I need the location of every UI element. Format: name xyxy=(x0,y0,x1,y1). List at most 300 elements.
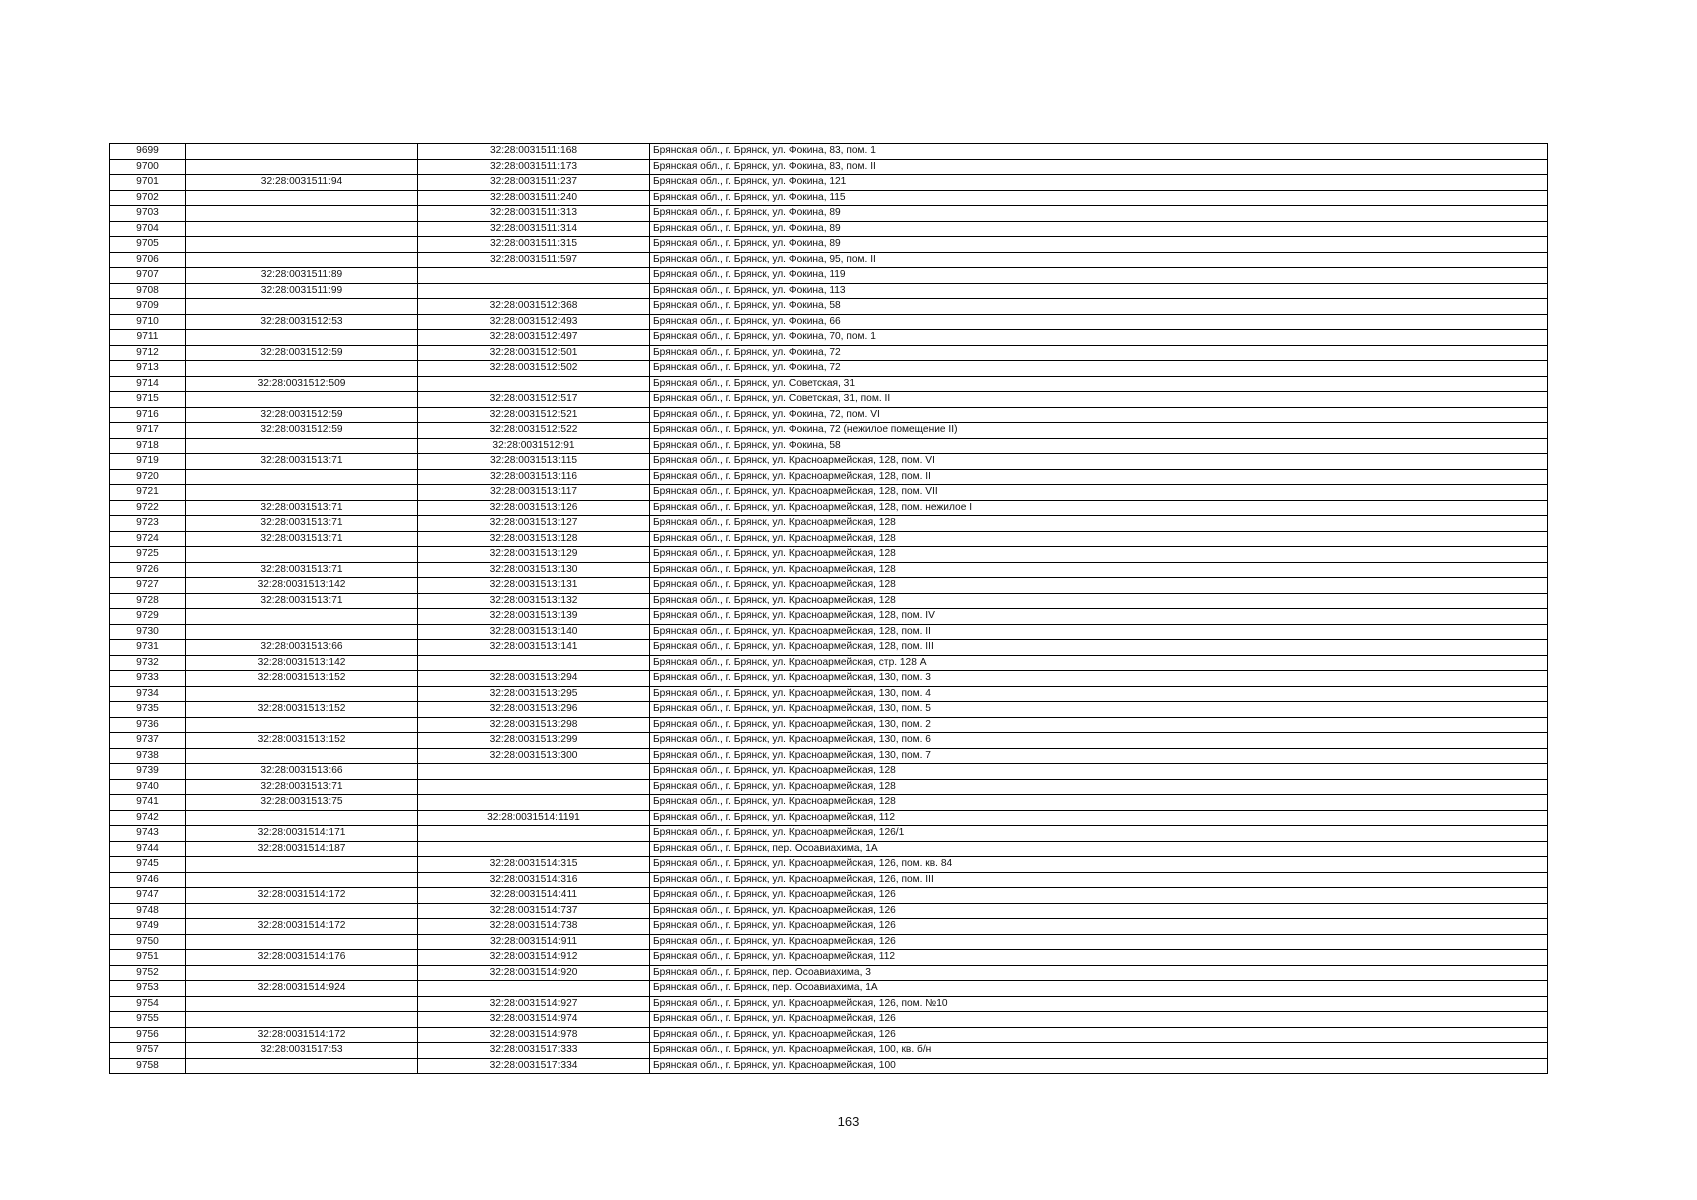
object-cadastral-number-cell xyxy=(418,655,650,671)
object-cadastral-number-cell xyxy=(418,841,650,857)
row-number-cell: 9742 xyxy=(110,810,186,826)
row-number-cell: 9725 xyxy=(110,547,186,563)
object-cadastral-number-cell: 32:28:0031513:132 xyxy=(418,593,650,609)
object-cadastral-number-cell: 32:28:0031513:117 xyxy=(418,485,650,501)
table-row xyxy=(110,826,1548,842)
row-number-cell: 9716 xyxy=(110,407,186,423)
table-row xyxy=(110,237,1548,253)
address-cell: Брянская обл., г. Брянск, ул. Фокина, 119 xyxy=(650,268,1548,284)
row-number-cell: 9741 xyxy=(110,795,186,811)
land-cadastral-number-cell: 32:28:0031513:71 xyxy=(186,562,418,578)
address-cell: Брянская обл., г. Брянск, ул. Красноармейская, 128 xyxy=(650,779,1548,795)
address-cell: Брянская обл., г. Брянск, ул. Красноармейская, 130, пом. 2 xyxy=(650,717,1548,733)
row-number-cell: 9739 xyxy=(110,764,186,780)
row-number-cell: 9750 xyxy=(110,934,186,950)
table-row xyxy=(110,314,1548,330)
table-row xyxy=(110,609,1548,625)
row-number-cell: 9732 xyxy=(110,655,186,671)
object-cadastral-number-cell: 32:28:0031514:737 xyxy=(418,903,650,919)
land-cadastral-number-cell xyxy=(186,857,418,873)
table-row xyxy=(110,423,1548,439)
row-number-cell: 9744 xyxy=(110,841,186,857)
land-cadastral-number-cell xyxy=(186,392,418,408)
address-cell: Брянская обл., г. Брянск, ул. Красноармейская, 130, пом. 5 xyxy=(650,702,1548,718)
land-cadastral-number-cell xyxy=(186,485,418,501)
table-row xyxy=(110,1027,1548,1043)
land-cadastral-number-cell xyxy=(186,144,418,160)
land-cadastral-number-cell xyxy=(186,190,418,206)
address-cell: Брянская обл., г. Брянск, ул. Фокина, 83, пом. II xyxy=(650,159,1548,175)
object-cadastral-number-cell: 32:28:0031513:140 xyxy=(418,624,650,640)
table-row xyxy=(110,206,1548,222)
row-number-cell: 9727 xyxy=(110,578,186,594)
table-row xyxy=(110,841,1548,857)
address-cell: Брянская обл., г. Брянск, ул. Красноармейская, 128 xyxy=(650,516,1548,532)
land-cadastral-number-cell: 32:28:0031512:59 xyxy=(186,423,418,439)
table-row xyxy=(110,438,1548,454)
land-cadastral-number-cell: 32:28:0031513:142 xyxy=(186,578,418,594)
table-row xyxy=(110,175,1548,191)
land-cadastral-number-cell: 32:28:0031513:152 xyxy=(186,733,418,749)
address-cell: Брянская обл., г. Брянск, ул. Красноармейская, 126, пом. III xyxy=(650,872,1548,888)
row-number-cell: 9719 xyxy=(110,454,186,470)
table-row xyxy=(110,981,1548,997)
object-cadastral-number-cell: 32:28:0031517:334 xyxy=(418,1058,650,1074)
row-number-cell: 9710 xyxy=(110,314,186,330)
address-cell: Брянская обл., г. Брянск, ул. Фокина, 72 xyxy=(650,345,1548,361)
row-number-cell: 9722 xyxy=(110,500,186,516)
table-row xyxy=(110,655,1548,671)
land-cadastral-number-cell: 32:28:0031513:152 xyxy=(186,702,418,718)
land-cadastral-number-cell: 32:28:0031517:53 xyxy=(186,1043,418,1059)
land-cadastral-number-cell: 32:28:0031513:71 xyxy=(186,500,418,516)
table-row xyxy=(110,252,1548,268)
object-cadastral-number-cell: 32:28:0031514:974 xyxy=(418,1012,650,1028)
table-row xyxy=(110,562,1548,578)
row-number-cell: 9735 xyxy=(110,702,186,718)
land-cadastral-number-cell xyxy=(186,1012,418,1028)
land-cadastral-number-cell: 32:28:0031513:71 xyxy=(186,516,418,532)
row-number-cell: 9717 xyxy=(110,423,186,439)
land-cadastral-number-cell xyxy=(186,1058,418,1074)
address-cell: Брянская обл., г. Брянск, ул. Красноармейская, 112 xyxy=(650,810,1548,826)
row-number-cell: 9753 xyxy=(110,981,186,997)
row-number-cell: 9747 xyxy=(110,888,186,904)
object-cadastral-number-cell xyxy=(418,795,650,811)
row-number-cell: 9756 xyxy=(110,1027,186,1043)
table-row xyxy=(110,361,1548,377)
object-cadastral-number-cell: 32:28:0031512:91 xyxy=(418,438,650,454)
land-cadastral-number-cell xyxy=(186,221,418,237)
object-cadastral-number-cell: 32:28:0031513:300 xyxy=(418,748,650,764)
land-cadastral-number-cell xyxy=(186,903,418,919)
land-cadastral-number-cell xyxy=(186,547,418,563)
object-cadastral-number-cell: 32:28:0031514:1191 xyxy=(418,810,650,826)
registry-table xyxy=(109,143,1548,1074)
row-number-cell: 9743 xyxy=(110,826,186,842)
address-cell: Брянская обл., г. Брянск, ул. Красноармейская, 130, пом. 7 xyxy=(650,748,1548,764)
address-cell: Брянская обл., г. Брянск, ул. Красноармейская, 128, пом. нежилое I xyxy=(650,500,1548,516)
object-cadastral-number-cell: 32:28:0031514:411 xyxy=(418,888,650,904)
object-cadastral-number-cell: 32:28:0031513:115 xyxy=(418,454,650,470)
table-row xyxy=(110,593,1548,609)
land-cadastral-number-cell xyxy=(186,206,418,222)
land-cadastral-number-cell xyxy=(186,810,418,826)
address-cell: Брянская обл., г. Брянск, ул. Красноармейская, 128 xyxy=(650,547,1548,563)
row-number-cell: 9712 xyxy=(110,345,186,361)
table-row xyxy=(110,795,1548,811)
address-cell: Брянская обл., г. Брянск, ул. Фокина, 70, пом. 1 xyxy=(650,330,1548,346)
land-cadastral-number-cell xyxy=(186,686,418,702)
address-cell: Брянская обл., г. Брянск, пер. Осоавиахима, 3 xyxy=(650,965,1548,981)
object-cadastral-number-cell: 32:28:0031514:978 xyxy=(418,1027,650,1043)
row-number-cell: 9721 xyxy=(110,485,186,501)
table-row xyxy=(110,485,1548,501)
row-number-cell: 9700 xyxy=(110,159,186,175)
object-cadastral-number-cell xyxy=(418,376,650,392)
address-cell: Брянская обл., г. Брянск, ул. Фокина, 83, пом. 1 xyxy=(650,144,1548,160)
object-cadastral-number-cell: 32:28:0031514:316 xyxy=(418,872,650,888)
address-cell: Брянская обл., г. Брянск, ул. Фокина, 72, пом. VI xyxy=(650,407,1548,423)
row-number-cell: 9709 xyxy=(110,299,186,315)
address-cell: Брянская обл., г. Брянск, ул. Красноармейская, 100 xyxy=(650,1058,1548,1074)
address-cell: Брянская обл., г. Брянск, ул. Красноармейская, 126, пом. кв. 84 xyxy=(650,857,1548,873)
table-row xyxy=(110,190,1548,206)
row-number-cell: 9729 xyxy=(110,609,186,625)
address-cell: Брянская обл., г. Брянск, ул. Красноармейская, 128 xyxy=(650,764,1548,780)
row-number-cell: 9745 xyxy=(110,857,186,873)
row-number-cell: 9755 xyxy=(110,1012,186,1028)
table-row xyxy=(110,516,1548,532)
table-row xyxy=(110,996,1548,1012)
object-cadastral-number-cell: 32:28:0031511:240 xyxy=(418,190,650,206)
row-number-cell: 9708 xyxy=(110,283,186,299)
address-cell: Брянская обл., г. Брянск, ул. Красноармейская, 128 xyxy=(650,593,1548,609)
object-cadastral-number-cell: 32:28:0031514:315 xyxy=(418,857,650,873)
row-number-cell: 9737 xyxy=(110,733,186,749)
object-cadastral-number-cell: 32:28:0031513:141 xyxy=(418,640,650,656)
address-cell: Брянская обл., г. Брянск, ул. Фокина, 89 xyxy=(650,206,1548,222)
land-cadastral-number-cell xyxy=(186,717,418,733)
address-cell: Брянская обл., г. Брянск, ул. Красноармейская, 126 xyxy=(650,903,1548,919)
land-cadastral-number-cell: 32:28:0031513:75 xyxy=(186,795,418,811)
row-number-cell: 9749 xyxy=(110,919,186,935)
land-cadastral-number-cell: 32:28:0031512:59 xyxy=(186,407,418,423)
table-row xyxy=(110,299,1548,315)
address-cell: Брянская обл., г. Брянск, пер. Осоавиахима, 1А xyxy=(650,841,1548,857)
table-row xyxy=(110,159,1548,175)
land-cadastral-number-cell: 32:28:0031512:53 xyxy=(186,314,418,330)
object-cadastral-number-cell xyxy=(418,779,650,795)
row-number-cell: 9733 xyxy=(110,671,186,687)
table-row xyxy=(110,748,1548,764)
address-cell: Брянская обл., г. Брянск, ул. Красноармейская, 126 xyxy=(650,888,1548,904)
land-cadastral-number-cell: 32:28:0031513:142 xyxy=(186,655,418,671)
address-cell: Брянская обл., г. Брянск, ул. Красноармейская, 126, пом. №10 xyxy=(650,996,1548,1012)
row-number-cell: 9704 xyxy=(110,221,186,237)
row-number-cell: 9752 xyxy=(110,965,186,981)
object-cadastral-number-cell: 32:28:0031513:139 xyxy=(418,609,650,625)
address-cell: Брянская обл., г. Брянск, ул. Красноармейская, 128, пом. VI xyxy=(650,454,1548,470)
object-cadastral-number-cell: 32:28:0031512:368 xyxy=(418,299,650,315)
object-cadastral-number-cell: 32:28:0031513:131 xyxy=(418,578,650,594)
object-cadastral-number-cell xyxy=(418,981,650,997)
table-row xyxy=(110,454,1548,470)
table-row xyxy=(110,500,1548,516)
object-cadastral-number-cell: 32:28:0031513:130 xyxy=(418,562,650,578)
address-cell: Брянская обл., г. Брянск, ул. Красноармейская, 100, кв. б/н xyxy=(650,1043,1548,1059)
row-number-cell: 9703 xyxy=(110,206,186,222)
address-cell: Брянская обл., г. Брянск, ул. Красноармейская, 112 xyxy=(650,950,1548,966)
row-number-cell: 9746 xyxy=(110,872,186,888)
row-number-cell: 9702 xyxy=(110,190,186,206)
table-row xyxy=(110,1058,1548,1074)
table-row xyxy=(110,392,1548,408)
address-cell: Брянская обл., г. Брянск, ул. Фокина, 113 xyxy=(650,283,1548,299)
address-cell: Брянская обл., г. Брянск, ул. Фокина, 121 xyxy=(650,175,1548,191)
object-cadastral-number-cell: 32:28:0031512:497 xyxy=(418,330,650,346)
land-cadastral-number-cell xyxy=(186,252,418,268)
table-row xyxy=(110,671,1548,687)
table-row xyxy=(110,640,1548,656)
address-cell: Брянская обл., г. Брянск, ул. Красноармейская, 126 xyxy=(650,934,1548,950)
object-cadastral-number-cell: 32:28:0031511:315 xyxy=(418,237,650,253)
land-cadastral-number-cell: 32:28:0031511:99 xyxy=(186,283,418,299)
table-row xyxy=(110,717,1548,733)
address-cell: Брянская обл., г. Брянск, ул. Советская, 31 xyxy=(650,376,1548,392)
table-row xyxy=(110,764,1548,780)
table-row xyxy=(110,888,1548,904)
land-cadastral-number-cell: 32:28:0031513:66 xyxy=(186,640,418,656)
row-number-cell: 9730 xyxy=(110,624,186,640)
land-cadastral-number-cell: 32:28:0031511:89 xyxy=(186,268,418,284)
table-row xyxy=(110,624,1548,640)
object-cadastral-number-cell: 32:28:0031511:173 xyxy=(418,159,650,175)
address-cell: Брянская обл., г. Брянск, ул. Фокина, 72 xyxy=(650,361,1548,377)
address-cell: Брянская обл., г. Брянск, ул. Фокина, 89 xyxy=(650,221,1548,237)
object-cadastral-number-cell: 32:28:0031511:314 xyxy=(418,221,650,237)
row-number-cell: 9705 xyxy=(110,237,186,253)
object-cadastral-number-cell: 32:28:0031512:521 xyxy=(418,407,650,423)
land-cadastral-number-cell: 32:28:0031514:924 xyxy=(186,981,418,997)
land-cadastral-number-cell: 32:28:0031513:66 xyxy=(186,764,418,780)
address-cell: Брянская обл., г. Брянск, ул. Фокина, 72 (нежилое помещение II) xyxy=(650,423,1548,439)
land-cadastral-number-cell xyxy=(186,330,418,346)
land-cadastral-number-cell xyxy=(186,159,418,175)
object-cadastral-number-cell: 32:28:0031513:296 xyxy=(418,702,650,718)
table-row xyxy=(110,283,1548,299)
object-cadastral-number-cell: 32:28:0031514:920 xyxy=(418,965,650,981)
object-cadastral-number-cell: 32:28:0031514:927 xyxy=(418,996,650,1012)
address-cell: Брянская обл., г. Брянск, ул. Фокина, 58 xyxy=(650,299,1548,315)
object-cadastral-number-cell: 32:28:0031513:298 xyxy=(418,717,650,733)
table-row xyxy=(110,965,1548,981)
land-cadastral-number-cell: 32:28:0031513:71 xyxy=(186,593,418,609)
table-row xyxy=(110,469,1548,485)
address-cell: Брянская обл., г. Брянск, ул. Красноармейская, 128, пом. VII xyxy=(650,485,1548,501)
object-cadastral-number-cell: 32:28:0031513:129 xyxy=(418,547,650,563)
object-cadastral-number-cell: 32:28:0031512:493 xyxy=(418,314,650,330)
table-row xyxy=(110,330,1548,346)
object-cadastral-number-cell: 32:28:0031513:295 xyxy=(418,686,650,702)
address-cell: Брянская обл., г. Брянск, ул. Красноармейская, 128 xyxy=(650,531,1548,547)
land-cadastral-number-cell: 32:28:0031513:71 xyxy=(186,779,418,795)
land-cadastral-number-cell xyxy=(186,748,418,764)
object-cadastral-number-cell: 32:28:0031511:168 xyxy=(418,144,650,160)
land-cadastral-number-cell: 32:28:0031514:171 xyxy=(186,826,418,842)
land-cadastral-number-cell: 32:28:0031513:152 xyxy=(186,671,418,687)
object-cadastral-number-cell xyxy=(418,826,650,842)
land-cadastral-number-cell: 32:28:0031514:187 xyxy=(186,841,418,857)
table-row xyxy=(110,144,1548,160)
address-cell: Брянская обл., г. Брянск, ул. Фокина, 66 xyxy=(650,314,1548,330)
land-cadastral-number-cell xyxy=(186,624,418,640)
object-cadastral-number-cell: 32:28:0031512:522 xyxy=(418,423,650,439)
land-cadastral-number-cell: 32:28:0031512:509 xyxy=(186,376,418,392)
land-cadastral-number-cell xyxy=(186,237,418,253)
land-cadastral-number-cell xyxy=(186,872,418,888)
address-cell: Брянская обл., г. Брянск, ул. Красноармейская, 128, пом. II xyxy=(650,469,1548,485)
object-cadastral-number-cell: 32:28:0031513:127 xyxy=(418,516,650,532)
table-row xyxy=(110,810,1548,826)
table-row xyxy=(110,407,1548,423)
row-number-cell: 9720 xyxy=(110,469,186,485)
address-cell: Брянская обл., г. Брянск, ул. Красноармейская, 126 xyxy=(650,919,1548,935)
row-number-cell: 9723 xyxy=(110,516,186,532)
address-cell: Брянская обл., г. Брянск, ул. Красноармейская, 126 xyxy=(650,1012,1548,1028)
table-row xyxy=(110,345,1548,361)
land-cadastral-number-cell: 32:28:0031514:172 xyxy=(186,888,418,904)
land-cadastral-number-cell: 32:28:0031514:172 xyxy=(186,919,418,935)
table-row xyxy=(110,1012,1548,1028)
row-number-cell: 9706 xyxy=(110,252,186,268)
row-number-cell: 9740 xyxy=(110,779,186,795)
table-row xyxy=(110,950,1548,966)
row-number-cell: 9726 xyxy=(110,562,186,578)
table-row xyxy=(110,872,1548,888)
row-number-cell: 9731 xyxy=(110,640,186,656)
row-number-cell: 9715 xyxy=(110,392,186,408)
address-cell: Брянская обл., г. Брянск, ул. Красноармейская, 128, пом. IV xyxy=(650,609,1548,625)
page-number: 163 xyxy=(837,1114,860,1129)
land-cadastral-number-cell: 32:28:0031513:71 xyxy=(186,531,418,547)
row-number-cell: 9738 xyxy=(110,748,186,764)
table-row xyxy=(110,903,1548,919)
address-cell: Брянская обл., г. Брянск, ул. Красноармейская, 130, пом. 6 xyxy=(650,733,1548,749)
row-number-cell: 9714 xyxy=(110,376,186,392)
row-number-cell: 9713 xyxy=(110,361,186,377)
land-cadastral-number-cell xyxy=(186,609,418,625)
address-cell: Брянская обл., г. Брянск, ул. Красноармейская, 128, пом. II xyxy=(650,624,1548,640)
land-cadastral-number-cell xyxy=(186,934,418,950)
land-cadastral-number-cell: 32:28:0031514:172 xyxy=(186,1027,418,1043)
row-number-cell: 9724 xyxy=(110,531,186,547)
address-cell: Брянская обл., г. Брянск, ул. Красноармейская, 128 xyxy=(650,795,1548,811)
row-number-cell: 9707 xyxy=(110,268,186,284)
address-cell: Брянская обл., г. Брянск, ул. Красноармейская, 128 xyxy=(650,562,1548,578)
table-row xyxy=(110,702,1548,718)
land-cadastral-number-cell xyxy=(186,469,418,485)
object-cadastral-number-cell: 32:28:0031513:116 xyxy=(418,469,650,485)
table-row xyxy=(110,547,1548,563)
land-cadastral-number-cell: 32:28:0031513:71 xyxy=(186,454,418,470)
table-row xyxy=(110,857,1548,873)
row-number-cell: 9701 xyxy=(110,175,186,191)
address-cell: Брянская обл., г. Брянск, ул. Советская, 31, пом. II xyxy=(650,392,1548,408)
row-number-cell: 9757 xyxy=(110,1043,186,1059)
row-number-cell: 9748 xyxy=(110,903,186,919)
row-number-cell: 9734 xyxy=(110,686,186,702)
object-cadastral-number-cell xyxy=(418,764,650,780)
address-cell: Брянская обл., г. Брянск, ул. Фокина, 58 xyxy=(650,438,1548,454)
address-cell: Брянская обл., г. Брянск, ул. Красноармейская, 130, пом. 3 xyxy=(650,671,1548,687)
row-number-cell: 9711 xyxy=(110,330,186,346)
row-number-cell: 9754 xyxy=(110,996,186,1012)
table-row xyxy=(110,268,1548,284)
object-cadastral-number-cell: 32:28:0031513:126 xyxy=(418,500,650,516)
row-number-cell: 9758 xyxy=(110,1058,186,1074)
land-cadastral-number-cell xyxy=(186,965,418,981)
land-cadastral-number-cell: 32:28:0031511:94 xyxy=(186,175,418,191)
land-cadastral-number-cell: 32:28:0031514:176 xyxy=(186,950,418,966)
row-number-cell: 9751 xyxy=(110,950,186,966)
address-cell: Брянская обл., г. Брянск, ул. Фокина, 89 xyxy=(650,237,1548,253)
object-cadastral-number-cell: 32:28:0031513:299 xyxy=(418,733,650,749)
object-cadastral-number-cell: 32:28:0031512:502 xyxy=(418,361,650,377)
row-number-cell: 9736 xyxy=(110,717,186,733)
address-cell: Брянская обл., г. Брянск, ул. Красноармейская, стр. 128 А xyxy=(650,655,1548,671)
object-cadastral-number-cell: 32:28:0031513:294 xyxy=(418,671,650,687)
row-number-cell: 9718 xyxy=(110,438,186,454)
registry-sheet xyxy=(109,143,1548,1074)
table-row xyxy=(110,919,1548,935)
land-cadastral-number-cell: 32:28:0031512:59 xyxy=(186,345,418,361)
object-cadastral-number-cell xyxy=(418,268,650,284)
object-cadastral-number-cell: 32:28:0031513:128 xyxy=(418,531,650,547)
table-row xyxy=(110,1043,1548,1059)
object-cadastral-number-cell: 32:28:0031514:738 xyxy=(418,919,650,935)
object-cadastral-number-cell: 32:28:0031511:237 xyxy=(418,175,650,191)
object-cadastral-number-cell: 32:28:0031511:313 xyxy=(418,206,650,222)
address-cell: Брянская обл., г. Брянск, ул. Фокина, 115 xyxy=(650,190,1548,206)
address-cell: Брянская обл., г. Брянск, пер. Осоавиахима, 1А xyxy=(650,981,1548,997)
table-row xyxy=(110,531,1548,547)
address-cell: Брянская обл., г. Брянск, ул. Красноармейская, 126/1 xyxy=(650,826,1548,842)
object-cadastral-number-cell: 32:28:0031511:597 xyxy=(418,252,650,268)
row-number-cell: 9699 xyxy=(110,144,186,160)
address-cell: Брянская обл., г. Брянск, ул. Фокина, 95, пом. II xyxy=(650,252,1548,268)
address-cell: Брянская обл., г. Брянск, ул. Красноармейская, 128, пом. III xyxy=(650,640,1548,656)
registry-table-body xyxy=(110,144,1548,1074)
object-cadastral-number-cell: 32:28:0031512:517 xyxy=(418,392,650,408)
table-row xyxy=(110,779,1548,795)
object-cadastral-number-cell xyxy=(418,283,650,299)
address-cell: Брянская обл., г. Брянск, ул. Красноармейская, 130, пом. 4 xyxy=(650,686,1548,702)
table-row xyxy=(110,733,1548,749)
table-row xyxy=(110,934,1548,950)
table-row xyxy=(110,578,1548,594)
address-cell: Брянская обл., г. Брянск, ул. Красноармейская, 126 xyxy=(650,1027,1548,1043)
object-cadastral-number-cell: 32:28:0031514:912 xyxy=(418,950,650,966)
object-cadastral-number-cell: 32:28:0031512:501 xyxy=(418,345,650,361)
object-cadastral-number-cell: 32:28:0031514:911 xyxy=(418,934,650,950)
table-row xyxy=(110,376,1548,392)
land-cadastral-number-cell xyxy=(186,361,418,377)
table-row xyxy=(110,686,1548,702)
land-cadastral-number-cell xyxy=(186,299,418,315)
land-cadastral-number-cell xyxy=(186,438,418,454)
land-cadastral-number-cell xyxy=(186,996,418,1012)
